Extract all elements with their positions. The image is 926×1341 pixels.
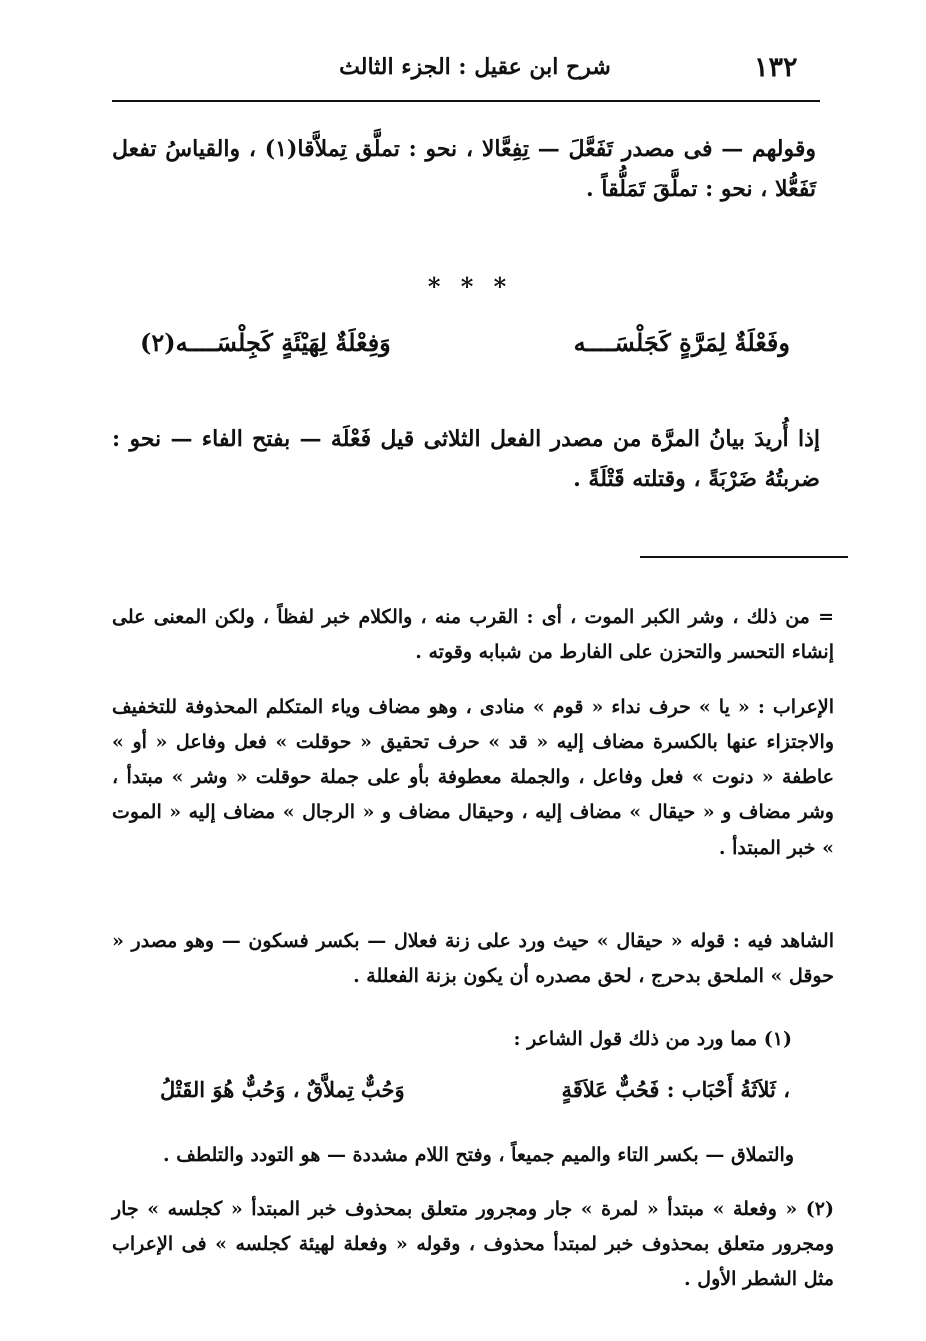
footnote-1-verse-second: وَحُبٌّ تِملاَّقٌ ، وَحُبٌّ هُوَ القَتْلُ (160, 1077, 405, 1102)
intro-paragraph: وقولهم — فى مصدر تَفَعَّلَ — تِفِعَّالا ، نحو : تملَّق تِملاَّقا(١) ، والقياسُ تفعل تَفَعُّلا ، نحو : تملَّقَ تَمَلُّقاً . (112, 136, 816, 202)
explanation-paragraph: إذا أُريدَ بيانُ المرَّة من مصدر الفعل الثلاثى قيل فَعْلَة — بفتح الفاء — نحو : ضربتُهُ ضَرْبَةً ، وقتلته قَتْلَةً . (112, 426, 820, 492)
footnote-rule (640, 556, 848, 558)
footnote-1-verse (160, 1077, 790, 1102)
footnote-evidence: الشاهد فيه : قوله « حيقال » حيث ورد على زنة فعلال — بكسر فسكون — وهو مصدر « حوقل » الملحق بدحرج ، لحق مصدره أن يكون بزنة الفعللة . (112, 930, 834, 988)
page-number: ١٣٢ (754, 52, 798, 83)
footnote-continuation: = من ذلك ، وشر الكبر الموت ، أى : القرب منه ، والكلام خبر لفظاً ، ولكن المعنى على إنشاء التحسر والتحزن على الفارط من شبابه وقوته . (112, 606, 834, 664)
header-rule (112, 100, 820, 102)
footnote-1-gloss: والتملاق — بكسر التاء والميم جميعاً ، وفتح اللام مشددة — هو التودد والتلطف . (163, 1144, 794, 1166)
footnote-2: (٢) « وفعلة » مبتدأ « لمرة » جار ومجرور متعلق بمحذوف خبر المبتدأ « كجلسه » جار ومجرور متعلق بمحذوف خبر لمبتدأ محذوف ، وقوله « وفعلة لهيئة كجلسه » فى الإعراب مثل الشطر الأول . (112, 1198, 834, 1291)
footnote-1-verse-first: ثَلاَثَةُ أَحْبَاب : فَحُبٌّ عَلاَقَةٍ ، (561, 1077, 790, 1102)
verse-hemistich-second: وَفِعْلَةٌ لِهَيْئَةٍ كَجِلْسَــــه(٢) (140, 328, 391, 357)
alfiyya-verse (140, 328, 790, 357)
section-separator: * * * (427, 272, 513, 301)
verse-hemistich-first: وفَعْلَةٌ لِمَرَّةٍ كَجَلْسَــــه (573, 328, 790, 357)
footnote-1-intro: (١) مما ورد من ذلك قول الشاعر : (513, 1028, 792, 1050)
footnote-parsing: الإعراب : « يا » حرف نداء « قوم » منادى ، وهو مضاف وياء المتكلم المحذوفة للتخفيف والاجتزاء عنها بالكسرة مضاف إليه « قد » حرف تحقيق « حوقلت » فعل وفاعل « أو » عاطفة « دنوت » فعل وفاعل ، والجملة معطوفة بأو على جملة حوقلت « وشر » مبتدأ ، وشر مضاف و « حيقال » مضاف إليه ، وحيقال مضاف و « الرجال » مضاف إليه « الموت » خبر المبتدأ . (112, 696, 834, 859)
running-header-title: شرح ابن عقيل : الجزء الثالث (339, 54, 611, 80)
